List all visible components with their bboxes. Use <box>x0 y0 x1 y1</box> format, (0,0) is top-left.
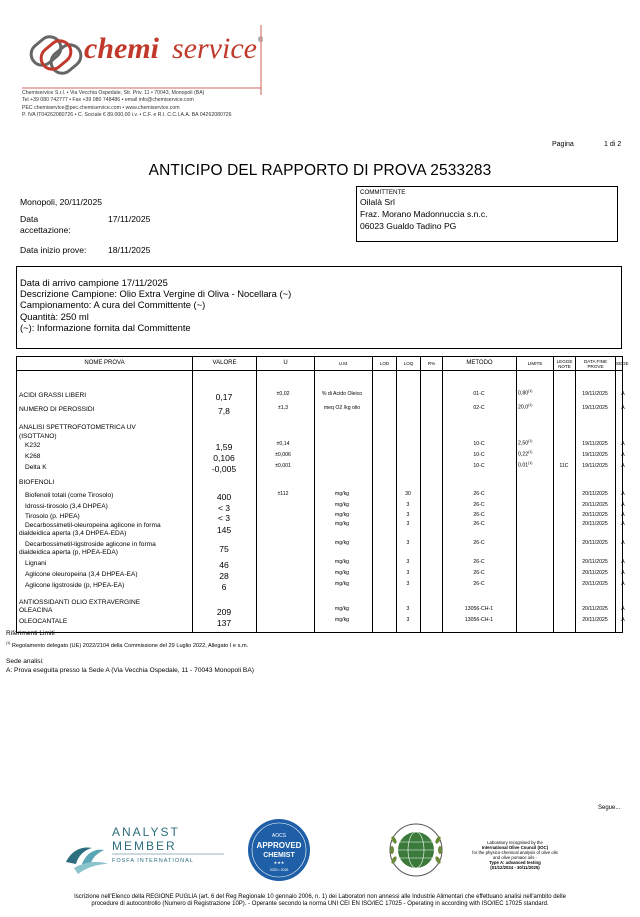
method-cell: 02-C <box>473 405 485 411</box>
limit-reference: (1) <box>528 439 533 443</box>
value-cell: 46 <box>219 560 229 570</box>
method-cell: 26-C <box>473 491 485 497</box>
method-cell: 26-C <box>473 540 485 546</box>
continues-label: Segue... <box>598 805 621 811</box>
site-cell: A <box>621 502 625 508</box>
value-cell: -0,005 <box>211 464 237 474</box>
site-a: A: Prova eseguita presso la Sede A (Via Vecchia Ospedale, 11 - 70043 Monopoli BA) <box>6 666 254 674</box>
value-cell: 0,106 <box>213 453 235 463</box>
limit-cell <box>516 403 556 411</box>
ioc-line: International Olive Council (IOC) <box>481 845 549 850</box>
test-name-cell-line2: dialdeidica aperta (p, HPEA-EDA) <box>19 549 118 556</box>
limit-value: 0,01 <box>518 462 529 469</box>
end-date-cell: 20/11/2025 <box>582 502 608 508</box>
acs-text-3: CHEMIST <box>263 852 295 859</box>
chemiservice-logo <box>22 20 267 100</box>
client-box <box>356 186 618 242</box>
client-label: COMMITTENTE <box>360 189 406 196</box>
unit-cell: mg/kg <box>334 540 350 546</box>
method-cell: 26-C <box>473 581 485 587</box>
method-cell: 13056-CH-1 <box>464 617 494 623</box>
test-name-cell: ANALISI SPETTROFOTOMETRICA UV <box>19 424 136 431</box>
limit-reference: (1) <box>528 450 533 454</box>
ioc-line: and olive pomace oils - <box>493 855 537 860</box>
end-date-cell: 20/11/2025 <box>582 606 608 612</box>
test-name-cell: Biofenoli totali (come Tirosolo) <box>25 492 114 499</box>
test-name-cell: Decarbossimetil-oleuropeina aglicone in forma <box>25 522 161 529</box>
method-cell: 10-C <box>473 452 485 458</box>
method-cell: 26-C <box>473 521 485 527</box>
loq-cell: 3 <box>406 559 410 565</box>
unit-cell: mg/kg <box>334 617 350 623</box>
value-cell: 75 <box>219 544 229 554</box>
value-cell: 28 <box>219 571 229 581</box>
client-name: Oilalà Srl <box>360 197 395 207</box>
limit-reference: (1) <box>528 403 533 407</box>
value-cell: 400 <box>216 492 232 502</box>
loq-cell: 3 <box>406 540 410 546</box>
test-name-cell: (ISOTTANO) <box>19 433 57 440</box>
col-header-loq: LOQ <box>397 357 421 371</box>
analyst-text-2: MEMBER <box>112 839 177 853</box>
table-header-row <box>17 357 623 371</box>
col-header-name: NOME PROVA <box>17 357 193 371</box>
legal-line-1: Iscrizione nell'Elenco della REGIONE PUGLIA (art. 6 del Reg Regionale 10 gennaio 2006, n. 1) dei Laboratori non annessi alle Industrie Alimentari che effettuano analisi nell'ambito delle <box>74 894 566 900</box>
col-header-limit: LIMITE <box>517 357 554 371</box>
limit-reference: (1) <box>528 389 533 393</box>
svg-text:★★★: ★★★ <box>273 860 285 865</box>
site-cell: A <box>621 559 625 565</box>
legal-line-2: procedure di autocontrollo (Numero di Registrazione 10P). - Operante secondo la norma UNI CEI EN ISO/IEC 17025 - Operating in according with ISO/IEC 17025 standard. <box>91 901 549 908</box>
unit-cell: mg/kg <box>334 570 350 576</box>
test-name-cell: K232 <box>25 442 41 449</box>
col-header-value: VALORE <box>193 357 257 371</box>
unit-cell: mg/kg <box>334 581 350 587</box>
uncertainty-cell: ±0,02 <box>276 391 290 397</box>
end-date-cell: 20/11/2025 <box>582 570 608 576</box>
test-start-label: Data inizio prove: <box>20 245 87 255</box>
method-cell: 10-C <box>473 463 485 469</box>
end-date-cell: 19/11/2025 <box>582 452 608 458</box>
col-header-law: LEGGE NOTE <box>554 357 576 371</box>
ioc-line: Laboratory recognised by the <box>487 840 543 845</box>
loq-cell: 30 <box>405 491 411 497</box>
references <box>6 630 254 675</box>
col-header-date: DATA FINE PROVE <box>576 357 616 371</box>
reference-1 <box>6 639 254 650</box>
sample-arrival: Data di arrivo campione 17/11/2025 <box>20 277 168 288</box>
sample-note: (~): Informazione fornita dal Committente <box>20 321 191 333</box>
acs-text-1: AOCS <box>271 833 287 839</box>
table-body <box>16 371 625 633</box>
acceptance-date: 17/11/2025 <box>108 214 151 224</box>
site-cell: A <box>621 540 625 546</box>
aocs-approved-chemist-badge <box>246 817 312 883</box>
end-date-cell: 20/11/2025 <box>582 559 608 565</box>
loq-cell: 3 <box>406 521 410 527</box>
company-line-3: PEC chemiservice@pec.chemiservice.com • www.chemiservice.com <box>22 104 180 111</box>
unit-cell: meq O2 /kg olio <box>323 405 361 411</box>
test-name-cell: Delta K <box>25 464 47 471</box>
site-cell: A <box>621 452 625 458</box>
limit-cell <box>516 450 556 458</box>
sample-quantity: Quantità: 250 ml <box>20 310 89 322</box>
test-name-cell: ACIDI GRASSI LIBERI <box>19 392 87 399</box>
uncertainty-cell: ±1,3 <box>277 405 289 411</box>
loq-cell: 3 <box>406 502 410 508</box>
test-start-date: 18/11/2025 <box>108 245 151 255</box>
method-cell: 13056-CH-1 <box>464 606 494 612</box>
loq-cell: 3 <box>406 581 410 587</box>
law-note-cell: 11C <box>559 463 569 469</box>
results-table <box>16 356 629 633</box>
acs-text-2: APPROVED <box>256 841 302 850</box>
sample-sampling: Campionamento: A cura del Committente (~) <box>20 299 206 311</box>
value-cell: 209 <box>216 607 232 617</box>
unit-cell: mg/kg <box>334 521 350 527</box>
company-line-1: Chemiservice S.r.l. • Via Vecchia Ospedale, Str. Priv. 11 • 70043, Monopoli (BA) <box>22 90 205 96</box>
site-cell: A <box>621 405 625 411</box>
place-date: Monopoli, 20/11/2025 <box>20 197 103 207</box>
value-cell: < 3 <box>217 513 231 523</box>
loq-cell: 3 <box>406 512 410 518</box>
unit-cell: % di Acido Oleico <box>321 391 363 397</box>
end-date-cell: 20/11/2025 <box>582 540 608 546</box>
site-cell: A <box>621 463 625 469</box>
end-date-cell: 20/11/2025 <box>582 581 608 587</box>
value-cell: 1,59 <box>215 442 233 452</box>
end-date-cell: 19/11/2025 <box>582 463 608 469</box>
value-cell: < 3 <box>217 503 231 513</box>
ioc-line: (01/12/2024 - 30/11/2025) <box>490 865 540 870</box>
site-cell: A <box>621 570 625 576</box>
acceptance-label-1: Data <box>20 214 39 224</box>
col-header-site: SEDE <box>616 357 623 371</box>
reference-1-sup: (1) <box>6 640 11 645</box>
site-cell: A <box>621 606 625 612</box>
test-name-cell: Tirosolo (p. HPEA) <box>25 513 80 520</box>
client-address-2: 06023 Gualdo Tadino PG <box>360 221 457 231</box>
value-cell: 6 <box>221 582 227 592</box>
method-cell: 26-C <box>473 512 485 518</box>
end-date-cell: 20/11/2025 <box>582 521 608 527</box>
test-name-cell: NUMERO DI PEROSSIDI <box>19 406 95 413</box>
site-cell: A <box>621 581 625 587</box>
test-name-cell: BIOFENOLI <box>19 479 55 486</box>
acceptance-label-2: accettazione: <box>20 225 71 235</box>
site-cell: A <box>621 512 625 518</box>
col-header-method: METODO <box>443 357 517 371</box>
site-cell: A <box>621 391 625 397</box>
test-name-cell-line2: dialdeidica aperta (3,4 DHPEA-EDA) <box>19 530 127 537</box>
method-cell: 10-C <box>473 441 485 447</box>
ioc-recognition <box>445 840 585 870</box>
ioc-globe-logo <box>388 822 444 878</box>
page-label: Pagina <box>552 141 574 148</box>
ioc-line: for the physico-chemical analysis of olive oils <box>472 850 558 855</box>
acs-text-4: 2025 • 2026 <box>269 868 289 872</box>
ioc-line: Type A: advanced testing <box>489 860 541 865</box>
end-date-cell: 20/11/2025 <box>582 512 608 518</box>
uncertainty-cell: ±112 <box>277 491 289 497</box>
references-title: Riferimenti Limiti <box>6 630 55 637</box>
method-cell: 26-C <box>473 559 485 565</box>
value-cell: 137 <box>216 618 232 628</box>
registered-mark: ® <box>258 37 264 44</box>
loq-cell: 3 <box>406 606 410 612</box>
uncertainty-cell: ±0,001 <box>275 463 291 469</box>
site-cell: A <box>621 491 625 497</box>
analyst-text-1: ANALYST <box>112 825 180 839</box>
uncertainty-cell: ±0,14 <box>276 441 290 447</box>
test-name-cell: Decarbossimetil-ligstroside aglicone in forma <box>25 541 156 548</box>
legal-footer <box>14 894 626 909</box>
site-cell: A <box>621 617 625 623</box>
end-date-cell: 19/11/2025 <box>582 405 608 411</box>
limit-cell <box>516 389 556 397</box>
sample-box <box>16 266 622 349</box>
limit-cell <box>516 439 556 447</box>
reference-1-text: Regolamento delegato (UE) 2022/2104 della Commissione del 29 Luglio 2022, Allegato I e s.m. <box>10 642 249 649</box>
uncertainty-cell: ±0,006 <box>275 452 291 458</box>
method-cell: 26-C <box>473 570 485 576</box>
unit-cell: mg/kg <box>334 559 350 565</box>
col-header-lod: LOD <box>373 357 397 371</box>
test-name-cell: Aglicone oleuropeina (3,4 DHPEA-EA) <box>25 571 138 578</box>
limit-value: 20,0 <box>518 404 529 411</box>
analyst-text-3: FOSFA INTERNATIONAL <box>112 858 194 864</box>
company-line-4: P. IVA IT04262080726 • C. Sociale € 89.000,00 i.v. • C.F. e R.I. C.C.I.A.A. BA 04262080726 <box>22 112 232 119</box>
test-name-cell: OLEACINA <box>19 607 53 614</box>
loq-cell: 3 <box>406 570 410 576</box>
value-cell: 145 <box>216 525 232 535</box>
test-name-cell: ANTIOSSIDANTI OLIO EXTRAVERGINE <box>19 599 141 606</box>
limit-value: 0,22 <box>518 451 529 458</box>
site-cell: A <box>621 521 625 527</box>
end-date-cell: 20/11/2025 <box>582 617 608 623</box>
limit-cell <box>516 461 556 469</box>
company-line-2: Tel +39 080 742777 • Fax +39 080 748486 • email info@chemiservice.com <box>22 97 194 104</box>
unit-cell: mg/kg <box>334 512 350 518</box>
company-info <box>22 90 272 120</box>
value-cell: 7,8 <box>218 406 230 416</box>
page-number: 1 di 2 <box>604 141 622 148</box>
unit-cell: mg/kg <box>334 606 350 612</box>
end-date-cell: 19/11/2025 <box>582 391 608 397</box>
report-title: ANTICIPO DEL RAPPORTO DI PROVA 2533283 <box>148 162 492 179</box>
method-cell: 26-C <box>473 502 485 508</box>
site-cell: A <box>621 441 625 447</box>
limit-value: 0,80 <box>518 390 529 397</box>
method-cell: 01-C <box>473 391 485 397</box>
unit-cell: mg/kg <box>334 491 350 497</box>
end-date-cell: 19/11/2025 <box>582 441 608 447</box>
client-address-1: Fraz. Morano Madonnuccia s.n.c. <box>360 209 488 219</box>
loq-cell: 3 <box>406 617 410 623</box>
end-date-cell: 20/11/2025 <box>582 491 608 497</box>
value-cell: 0,17 <box>215 392 233 402</box>
test-name-cell: OLEOCANTALE <box>19 618 68 625</box>
col-header-um: U.M. <box>315 357 373 371</box>
test-name-cell: K268 <box>25 453 41 460</box>
limit-value: 2,50 <box>518 440 529 447</box>
unit-cell: mg/kg <box>334 502 350 508</box>
fosfa-analyst-logo <box>64 818 234 878</box>
test-name-cell: Aglicone ligstroside (p, HPEA-EA) <box>25 582 125 589</box>
test-name-cell: Idrossi-tirosolo (3,4 DHPEA) <box>25 503 108 510</box>
test-name-cell: Lignani <box>25 560 47 567</box>
col-header-u: U <box>257 357 315 371</box>
limit-reference: (1) <box>528 461 533 465</box>
brand-suffix: service <box>172 32 257 65</box>
brand-prefix: chemi <box>84 32 159 65</box>
sample-description: Descrizione Campione: Olio Extra Vergine di Oliva - Nocellara (~) <box>20 288 292 300</box>
site-title: Sede analisi: <box>6 658 44 666</box>
col-header-r: R% <box>421 357 443 371</box>
